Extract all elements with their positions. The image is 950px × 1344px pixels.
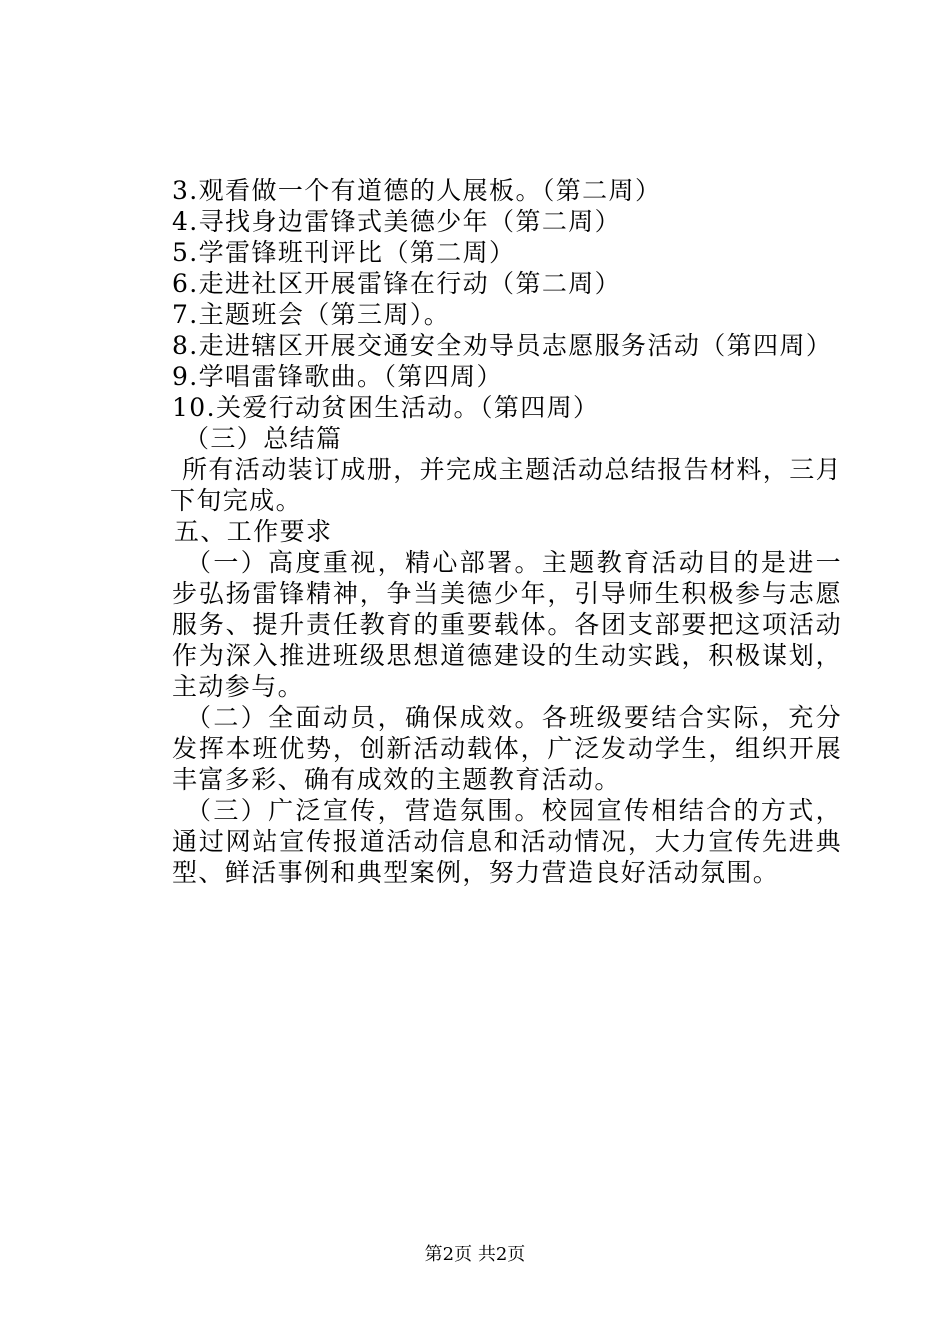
summary-paragraph: 所有活动装订成册，并完成主题活动总结报告材料，三月下旬完成。 (170, 455, 843, 515)
requirement-paragraph: （一）高度重视，精心部署。主题教育活动目的是进一步弘扬雷锋精神，争当美德少年，引导师生积极参与志愿服务、提升责任教育的重要载体。各团支部要把这项活动作为深入推进班级思想道德建设的生动实践，积极谋划，主动参与。 (172, 548, 842, 701)
list-item: 3.观看做一个有道德的人展板。（第二周） (172, 176, 662, 205)
requirement-paragraph: （三）广泛宣传，营造氛围。校园宣传相结合的方式，通过网站宣传报道活动信息和活动情况，大力宣传先进典型、鲜活事例和典型案例，努力营造良好活动氛围。 (172, 796, 842, 887)
list-item: 10.关爱行动贫困生活动。（第四周） (172, 393, 600, 422)
summary-heading: （三）总结篇 (184, 424, 343, 453)
section-heading: 五、工作要求 (174, 517, 333, 546)
list-item: 7.主题班会（第三周）。 (172, 300, 451, 329)
document-body (172, 175, 842, 888)
list-item: 9.学唱雷锋歌曲。（第四周） (172, 362, 503, 391)
list-item: 4.寻找身边雷锋式美德少年（第二周） (172, 207, 622, 236)
list-item: 8.走进辖区开展交通安全劝导员志愿服务活动（第四周） (172, 331, 833, 360)
page-footer: 第2页 共2页 (424, 1244, 526, 1265)
list-item: 5.学雷锋班刊评比（第二周） (172, 238, 516, 267)
requirement-paragraph: （二）全面动员，确保成效。各班级要结合实际，充分发挥本班优势，创新活动载体，广泛发动学生，组织开展丰富多彩、确有成效的主题教育活动。 (172, 703, 842, 794)
list-item: 6.走进社区开展雷锋在行动（第二周） (172, 269, 622, 298)
